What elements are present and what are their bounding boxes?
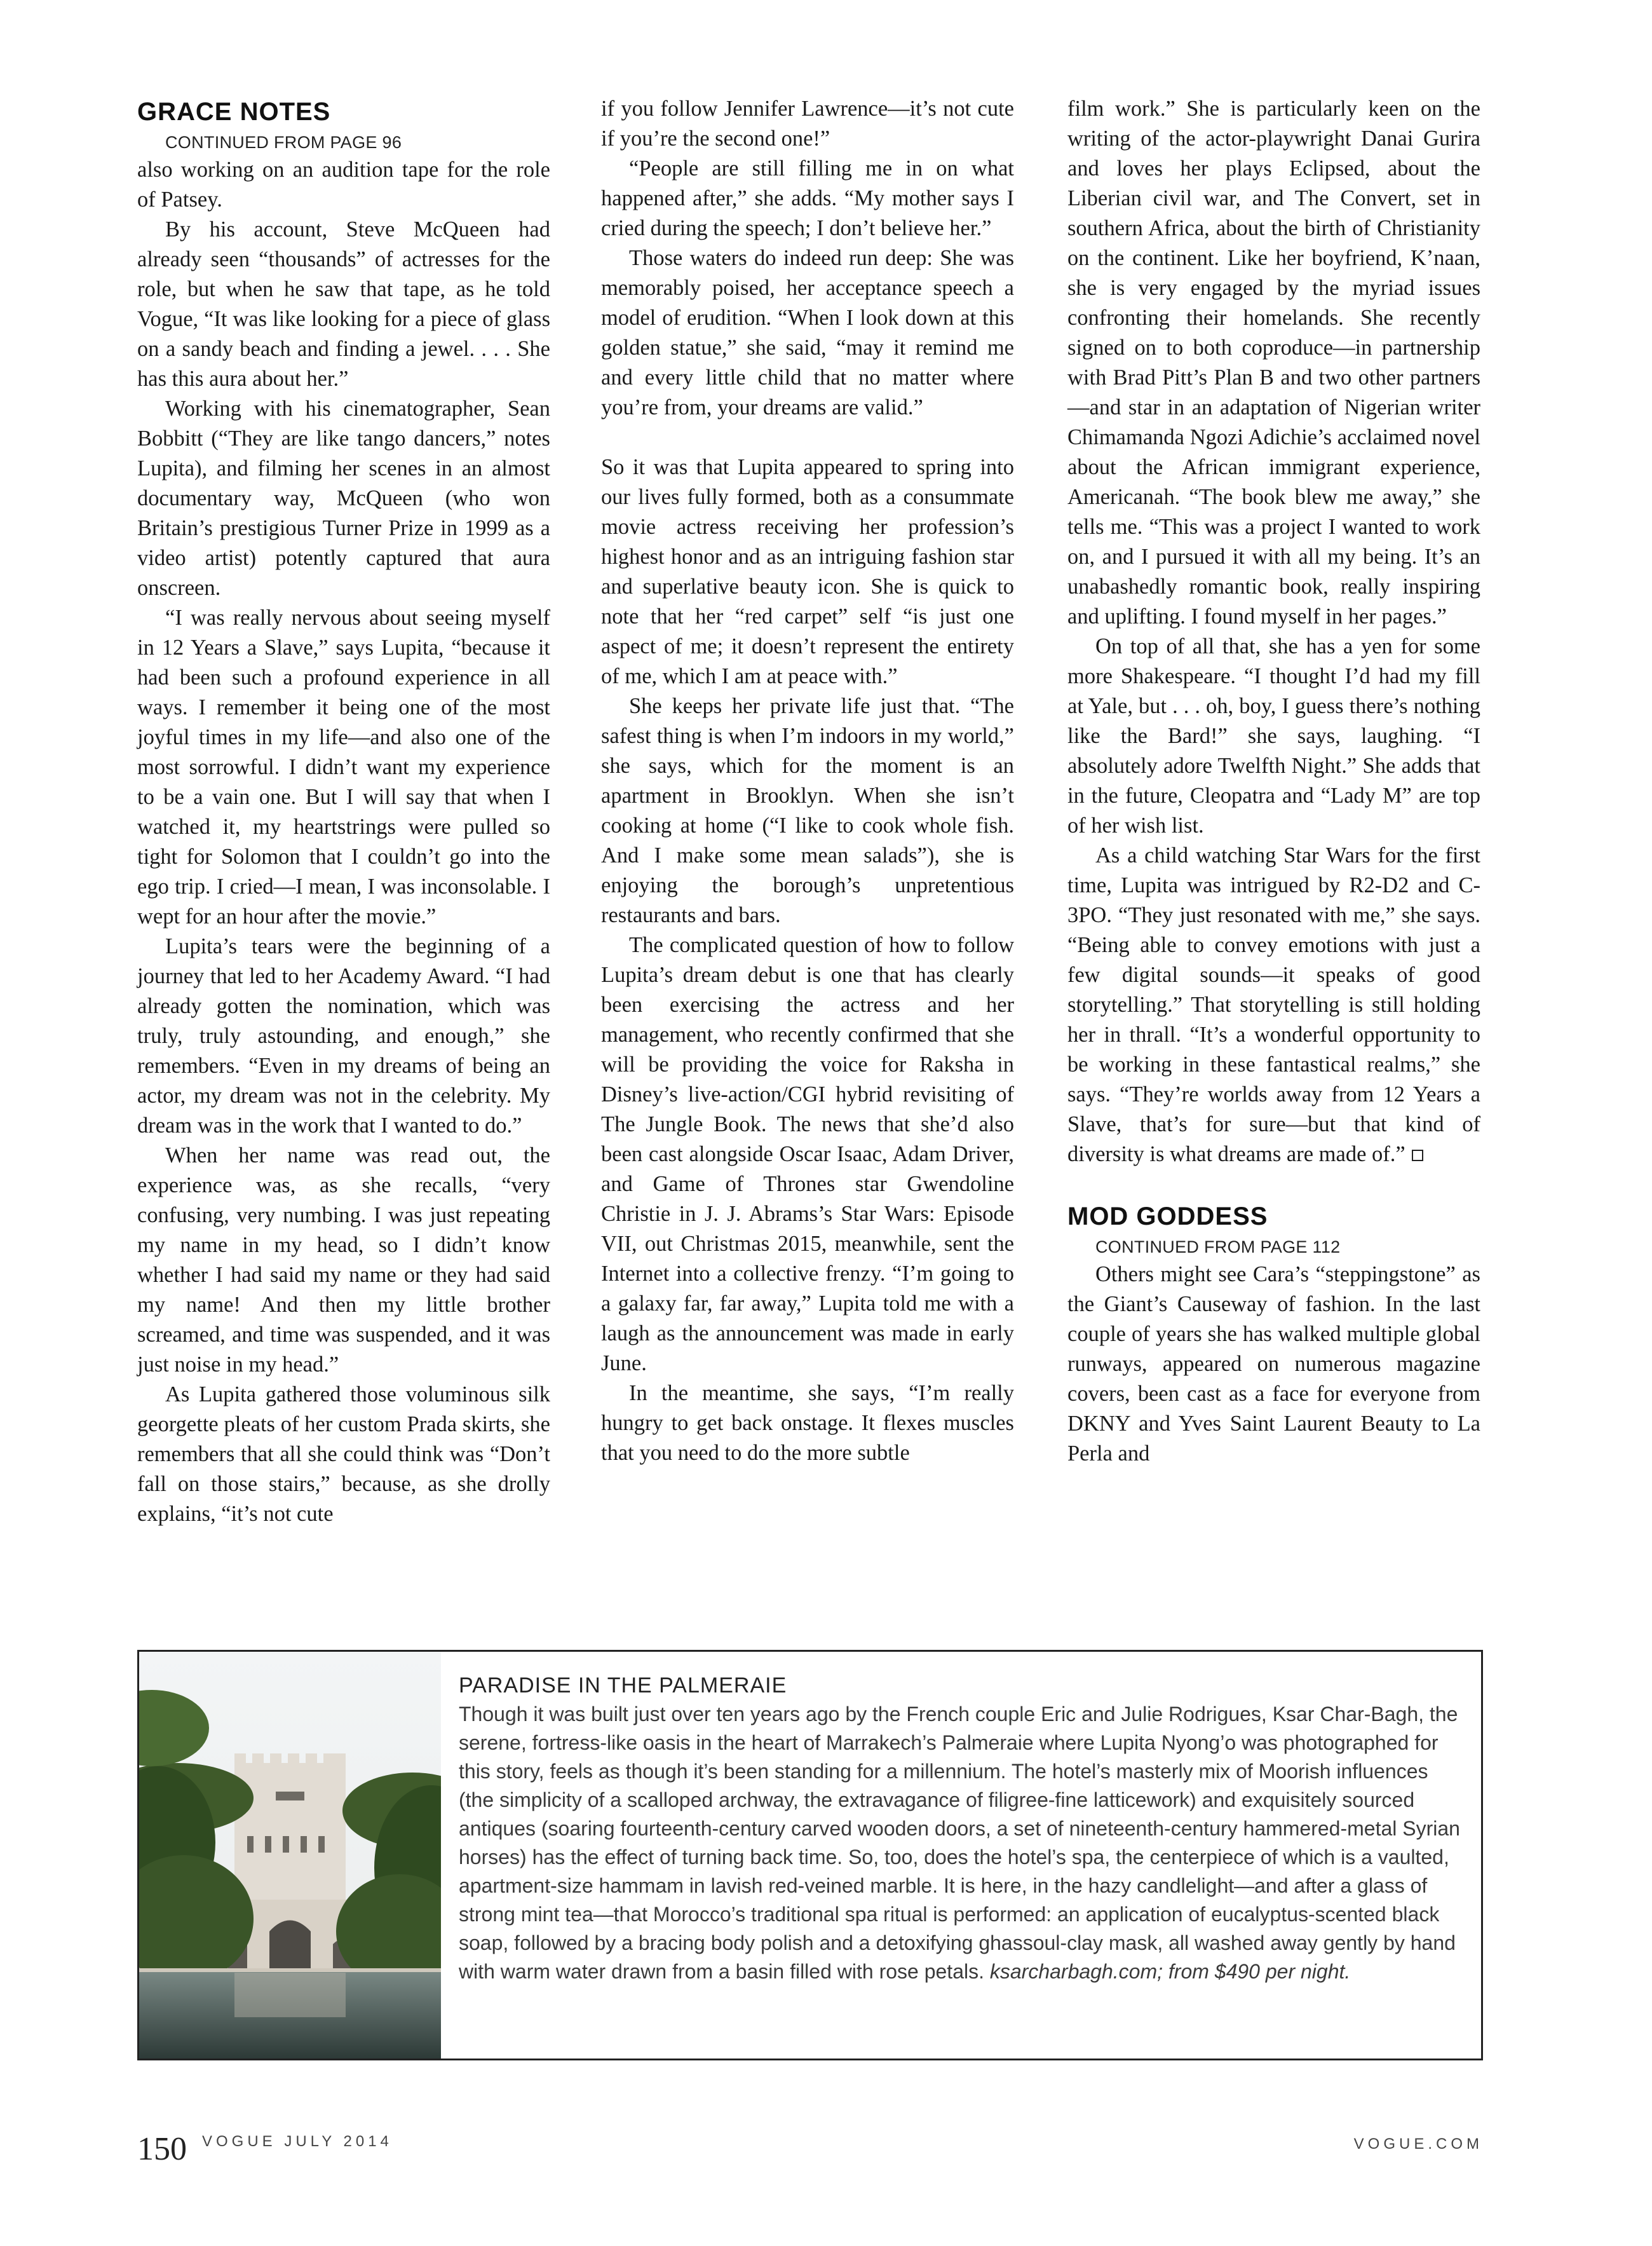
sidebar-box xyxy=(137,1650,1483,2060)
paragraph: By his account, Steve McQueen had already seen “thousands” of actresses for the role, but when he saw that tape, as he told Vogue, “It was like looking for a piece of glass on a sandy beach and finding a jewel. . . . She has this aura about her.” xyxy=(137,217,550,391)
paragraph: So it was that Lupita appeared to spring into our lives fully formed, both as a consummate movie actress receiving her profession’s highest honor and as an intriguing fashion star and superlative beauty icon. She is quick to note that her “red carpet” self “is just one aspect of me; it doesn’t represent the entirety of me, which I am at peace with.” xyxy=(601,455,1014,688)
footer-website: VOGUE.COM xyxy=(1353,2135,1483,2153)
section-heading-mod-goddess: MOD GODDESS xyxy=(1067,1202,1268,1230)
sidebar-text xyxy=(459,1671,1463,1986)
footer-magazine-issue: VOGUE JULY 2014 xyxy=(202,2133,393,2150)
sidebar-closing: ksarcharbagh.com; from $490 per night. xyxy=(989,1960,1351,1983)
paragraph: Working with his cinematographer, Sean Bobbitt (“They are like tango dancers,” notes Lupita), and filming her scenes in an almost documentary way, McQueen (who won Britain’s prestigious Turner Prize in 1999 as a video artist) potently captured that aura onscreen. xyxy=(137,397,550,600)
article-column-1 xyxy=(137,94,550,1529)
paragraph-with-endmark xyxy=(1067,841,1480,1169)
paragraph: As Lupita gathered those voluminous silk georgette pleats of her custom Prada skirts, she remembers that all she could think was “Don’t fall on those stairs,” because, as she drolly explains, “it’s not cute xyxy=(137,1382,550,1526)
paragraph: Others might see Cara’s “steppingstone” as the Giant’s Causeway of fashion. In the last couple of years she has walked multiple global runways, appeared on numerous magazine covers, been cast as a face for everyone from DKNY and Yves Saint Laurent Beauty to La Perla and xyxy=(1067,1262,1480,1466)
paragraph-text: As a child watching Star Wars for the first time, Lupita was intrigued by R2-D2 and C-3PO. “They just resonated with me,” she says. “Being able to convey emotions with just a few digital sounds—it speaks of good storytelling.” That storytelling is still holding her in thrall. “It’s a wonderful opportunity to be working in these fantastical realms,” she says. “They’re worlds away from 12 Years a Slave, that’s for sure—but that kind of diversity is what dreams are made of.” xyxy=(1067,843,1480,1166)
paragraph: film work.” She is particularly keen on the writing of the actor-playwright Danai Gurira and loves her plays Eclipsed, about the Liberian civil war, and The Convert, set in southern Africa, about the birth of Christianity on the continent. Like her boyfriend, K’naan, she is very engaged by the myriad issues confronting their homelands. She recently signed on to both coproduce—in partnership with Brad Pitt’s Plan B and two other partners—and star in an adaptation of Nigerian writer Chimamanda Ngozi Adichie’s acclaimed novel about the African immigrant experience, Americanah. “The book blew me away,” she tells me. “This was a project I wanted to work on, and I pursued it with all my being. It’s an unabashedly romantic book, really inspiring and uplifting. I found myself in her pages.” xyxy=(1067,97,1480,629)
paragraph: “People are still filling me in on what happened after,” she adds. “My mother says I cried during the speech; I don’t believe her.” xyxy=(601,156,1014,240)
sidebar-body xyxy=(459,1700,1463,1986)
hotel-photo xyxy=(139,1652,441,2059)
paragraph: if you follow Jennifer Lawrence—it’s not cute if you’re the second one!” xyxy=(601,97,1014,151)
continued-from-label: CONTINUED FROM PAGE 96 xyxy=(165,133,402,152)
continued-from-label: CONTINUED FROM PAGE 112 xyxy=(1095,1237,1341,1256)
paragraph: In the meantime, she says, “I’m really hungry to get back onstage. It flexes muscles that you need to do the more subtle xyxy=(601,1381,1014,1465)
paragraph: When her name was read out, the experience was, as she recalls, “very confusing, very numbing. I was just repeating my name in my head, so I didn’t know whether I had said my name or they had said my name! And then my little brother screamed, and time was suspended, and it was just noise in my head.” xyxy=(137,1143,550,1377)
article-column-3 xyxy=(1067,94,1480,1469)
section-heading-grace-notes: GRACE NOTES xyxy=(137,98,331,126)
page-number: 150 xyxy=(137,2131,187,2167)
paragraph: On top of all that, she has a yen for some more Shakespeare. “I thought I’d had my fill at Yale, but . . . oh, boy, I guess there’s nothing like the Bard!” she says, laughing. “I absolutely adore Twelfth Night.” She adds that in the future, Cleopatra and “Lady M” are top of her wish list. xyxy=(1067,634,1480,838)
hotel-photo-illustration xyxy=(139,1652,441,2059)
sidebar-body-text: Though it was built just over ten years ago by the French couple Eric and Julie Rodrigues, Ksar Char-Bagh, the serene, fortress-like oasis in the heart of Marrakech’s Palmeraie where Lupita Nyong’o was photographed for this story, feels as though it’s been standing for a millennium. The hotel’s masterly mix of Moorish influences (the simplicity of a scalloped archway, the extravagance of filigree-fine latticework) and exquisitely sourced antiques (soaring fourteenth-century carved wooden doors, a set of nineteenth-century hammered-metal Syrian horses) has the effect of turning back time. So, too, does the hotel’s spa, the centerpiece of which is a vaulted, apartment-size hammam in lavish red-veined marble. It is here, in the hazy candlelight—and after a glass of strong mint tea—that Morocco’s traditional spa ritual is performed: an application of eucalyptus-scented black soap, followed by a bracing body polish and a detoxifying ghassoul-clay mask, all washed away gently by hand with warm water drawn from a basin filled with rose petals. xyxy=(459,1703,1460,1983)
paragraph: also working on an audition tape for the role of Patsey. xyxy=(137,158,550,212)
paragraph: The complicated question of how to follow Lupita’s dream debut is one that has clearly been exercising the actress and her management, who recently confirmed that she will be providing the voice for Raksha in Disney’s live-action/CGI hybrid revisiting of The Jungle Book. The news that she’d also been cast alongside Oscar Isaac, Adam Driver, and Game of Thrones star Gwendoline Christie in J. J. Abrams’s Star Wars: Episode VII, out Christmas 2015, meanwhile, sent the Internet into a collective frenzy. “I’m going to a galaxy far, far away,” Lupita told me with a laugh as the announcement was made in early June. xyxy=(601,933,1014,1375)
paragraph: Lupita’s tears were the beginning of a journey that led to her Academy Award. “I had already gotten the nomination, which was truly, truly astounding, and enough,” she remembers. “Even in my dreams of being an actor, my dream was not in the celebrity. My dream was in the work that I wanted to do.” xyxy=(137,934,550,1138)
paragraph: Those waters do indeed run deep: She was memorably poised, her acceptance speech a model of erudition. “When I look down at this golden statue,” she said, “may it remind me and every little child that no matter where you’re from, your dreams are valid.” xyxy=(601,246,1014,419)
article-column-2 xyxy=(601,94,1014,1468)
paragraph: She keeps her private life just that. “The safest thing is when I’m indoors in my world,” she says, which for the moment is an apartment in Brooklyn. When she isn’t cooking at home (“I like to cook whole fish. And I make some mean salads”), she is enjoying the borough’s unpretentious restaurants and bars. xyxy=(601,694,1014,927)
sidebar-title: PARADISE IN THE PALMERAIE xyxy=(459,1673,787,1698)
footer-left xyxy=(137,2128,393,2166)
paragraph: “I was really nervous about seeing myself in 12 Years a Slave,” says Lupita, “because it had been such a profound experience in all ways. I remember it being one of the most joyful times in my life—and also one of the most sorrowful. I didn’t want my experience to be a vain one. But I will say that when I watched it, my heartstrings were pulled so tight for Solomon that I couldn’t go into the ego trip. I cried—I mean, I was inconsolable. I wept for an hour after the movie.” xyxy=(137,606,550,929)
end-mark-icon xyxy=(1412,1150,1423,1161)
